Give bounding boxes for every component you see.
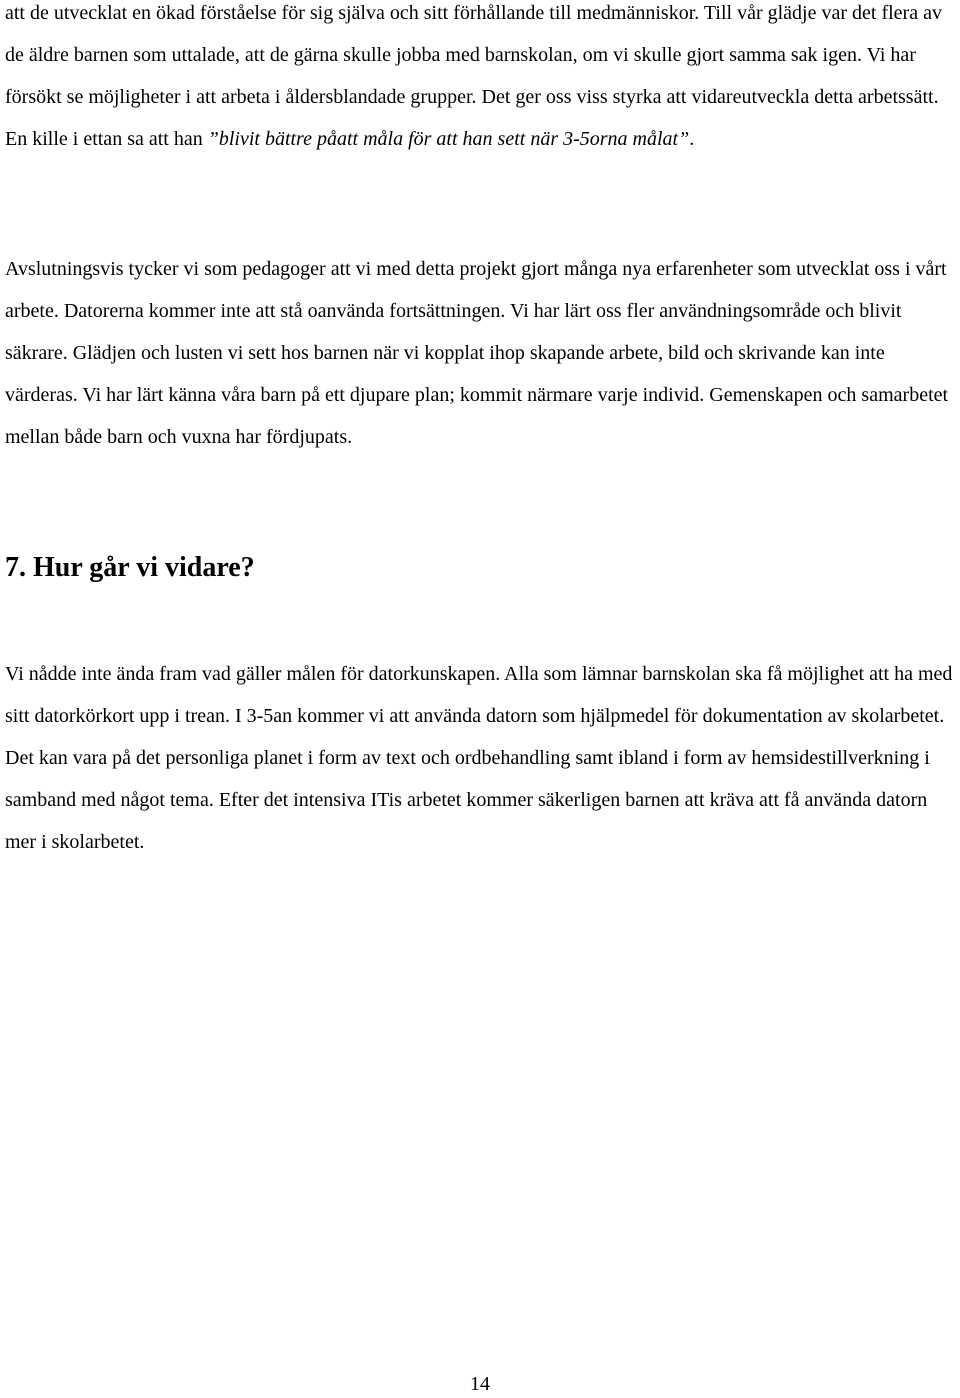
paragraph-next-steps: Vi nådde inte ända fram vad gäller målen för datorkunskapen. Alla som lämnar barnskolan ska få möjlighet att ha med sitt datorkörkort upp i trean. I 3-5an kommer vi att använda datorn som hjälpmedel för dokumentation av skolarbetet. Det kan vara på det personliga planet i form av text och ordbehandling samt ibland i form av hemsidestillverkning i samband med något tema. Efter det intensiva ITis arbetet kommer säkerligen barnen att kräva att få använda datorn mer i skolarbetet. <box>5 663 953 853</box>
section-number: 7. <box>5 552 26 583</box>
paragraph-intro <box>5 0 960 160</box>
paragraph-conclusion: Avslutningsvis tycker vi som pedagoger att vi med detta projekt gjort många nya erfarenheter som utvecklat oss i vårt arbete. Datorerna kommer inte att stå oanvända fortsättningen. Vi har lärt oss fler användningsområde och blivit säkrare. Glädjen och lusten vi sett hos barnen när vi kopplat ihop skapande arbete, bild och skrivande kan inte värderas. Vi har lärt känna våra barn på ett djupare plan; kommit närmare varje individ. Gemenskapen och samarbetet mellan både barn och vuxna har fördjupats. <box>5 258 949 448</box>
child-quote: ”blivit bättre påatt måla för att han sett när 3-5orna målat” <box>207 128 690 150</box>
paragraph-intro-text: att de utvecklat en ökad förståelse för sig själva och sitt förhållande till medmänniskor. Till vår glädje var det flera av de äldre barnen som uttalade, att de gärna skulle jobba med barnskolan, om vi skulle gjort samma sak igen. Vi har försökt se möjligheter i att arbeta i åldersblandade grupper. Det ger oss viss styrka att vidareutveckla detta arbetssätt. En kille i ettan sa att han <box>5 2 942 150</box>
section-heading <box>5 546 255 590</box>
section-title: Hur går vi vidare? <box>33 552 255 583</box>
paragraph-intro-end: . <box>689 128 695 150</box>
page-number: 14 <box>470 1373 490 1395</box>
